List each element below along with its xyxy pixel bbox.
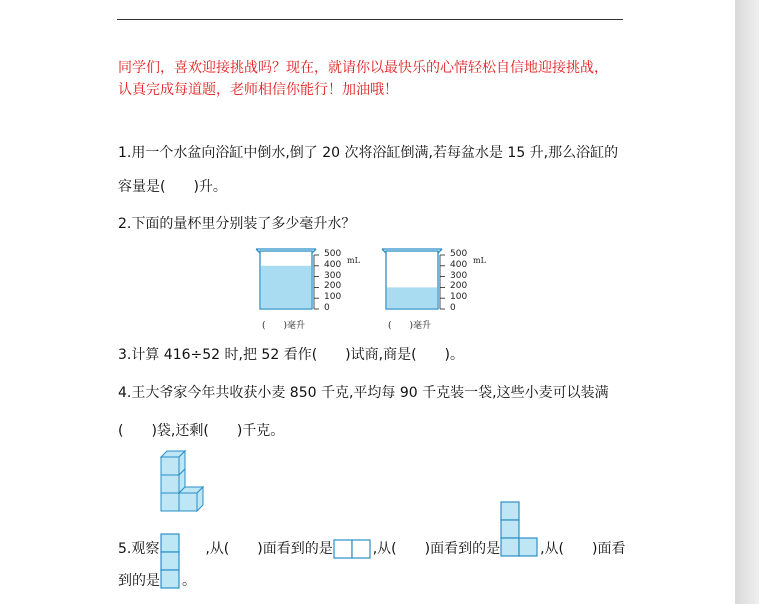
measuring-cup-2: [382, 245, 442, 315]
q1-line-1: 1.用一个水盆向浴缸中倒水,倒了 20 次将浴缸倒满,若每盆水是 15 升,那么浴缸的: [118, 145, 619, 161]
cup-2-water: [387, 287, 438, 308]
view-two-squares-horizontal: [333, 539, 373, 559]
intro-line-1: 同学们，喜欢迎接挑战吗？现在，就请你以最快乐的心情轻松自信地迎接挑战，: [118, 60, 608, 76]
cup-1-scale: 500 400 300 200 100 0: [324, 249, 342, 313]
window-gutter: [735, 0, 759, 604]
cup-2-unit: mL: [473, 256, 486, 265]
cup-1-unit: mL: [347, 256, 360, 265]
q5-view-c: [160, 573, 182, 591]
q5-view-a: [333, 541, 373, 559]
cup-2-answer-label: ( )毫升: [388, 321, 432, 331]
q5-line-2: [118, 571, 196, 591]
q5-part3: ,从( )面看: [540, 541, 626, 557]
intro-line-2: 认真完成每道题，老师相信你能行！加油哦！: [118, 82, 398, 98]
view-three-squares-vertical: [160, 533, 182, 591]
header-rule: [117, 19, 623, 20]
q3-text: 3.计算 416÷52 时,把 52 看作( )试商,商是( )。: [118, 347, 464, 363]
q4-line-2: ( )袋,还剩( )千克。: [118, 423, 285, 439]
view-l-shape: [500, 501, 540, 559]
q4-line-1: 4.王大爷家今年共收获小麦 850 千克,平均每 90 千克装一袋,这些小麦可以装满: [118, 385, 609, 401]
q5-view-b: [500, 541, 540, 559]
q5-end: 。: [182, 573, 196, 589]
q5-part2: ,从( )面看到的是: [372, 541, 501, 557]
measuring-cup-1: [256, 245, 316, 315]
cube-stack-3d: [159, 451, 205, 513]
q2-text: 2.下面的量杯里分别装了多少毫升水？: [118, 216, 356, 232]
cup-1-answer-label: ( )毫升: [262, 321, 306, 331]
q5-prefix: 5.观察: [118, 541, 160, 557]
q1-line-2: 容量是( )升。: [118, 179, 227, 195]
cup-1-water: [261, 266, 312, 309]
cup-2-scale: 500 400 300 200 100 0: [450, 249, 468, 313]
q5-line-1: [118, 499, 625, 559]
q5-part1: ,从( )面看到的是: [205, 541, 333, 557]
q5-line2-text: 到的是: [118, 573, 160, 589]
